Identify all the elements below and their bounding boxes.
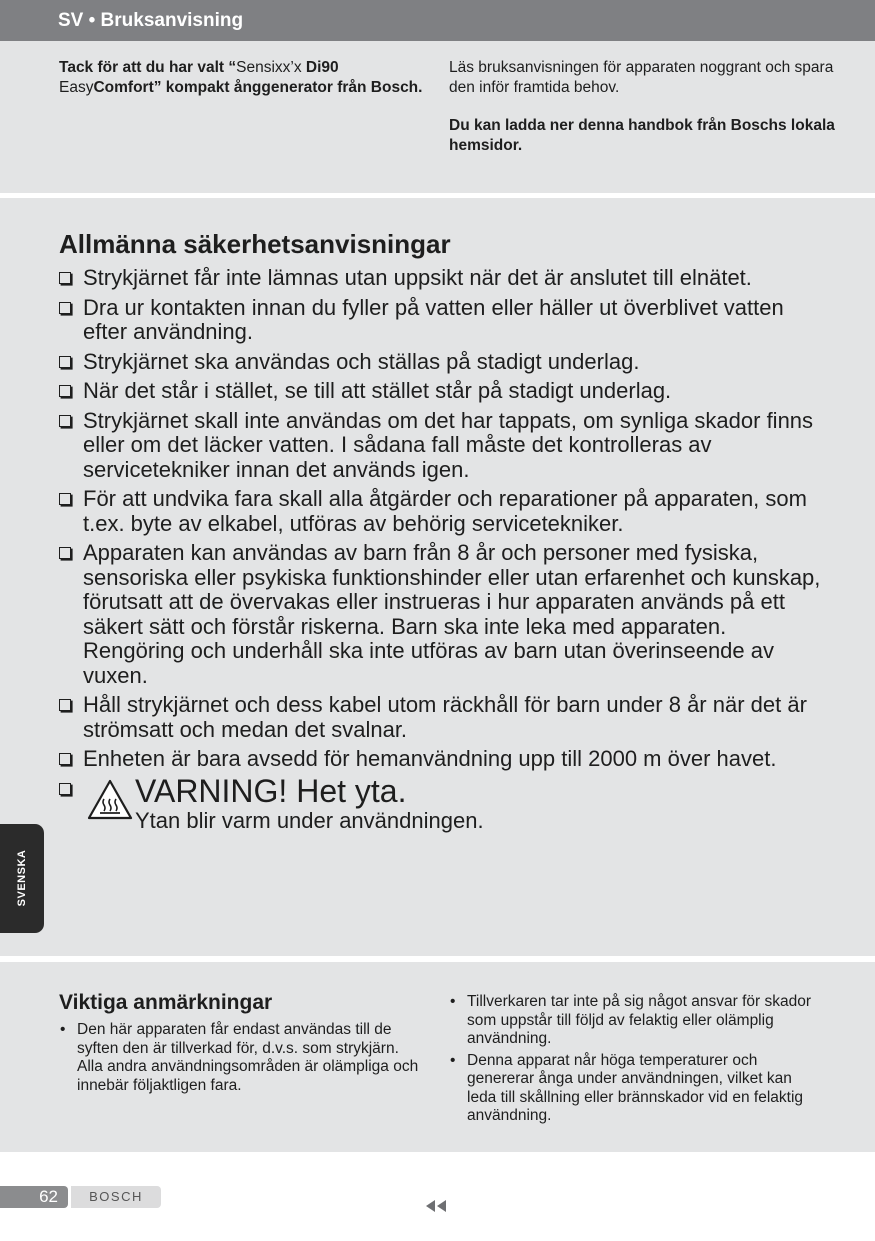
checkbox-bullet-icon <box>59 302 71 314</box>
safety-item-text: Enheten är bara avsedd för hemanvändning upp till 2000 m över havet. <box>83 746 777 771</box>
safety-item-text: Strykjärnet skall inte användas om det har tappats, om synliga skador finns eller om det läcker vatten. I sådana fall måste det kontrolleras av servicetekniker innan det används igen. <box>83 407 814 482</box>
checkbox-bullet-icon <box>59 493 71 505</box>
header-title: SV • Bruksanvisning <box>58 10 244 31</box>
safety-item <box>59 266 824 291</box>
hot-surface-warning-icon <box>87 779 133 821</box>
intro-brand-text: Sensixx’x <box>236 59 306 76</box>
safety-item-text: Strykjärnet ska användas och ställas på stadigt underlag. <box>83 348 640 374</box>
safety-item <box>59 379 824 404</box>
safety-item-text: Strykjärnet får inte lämnas utan uppsikt när det är anslutet till elnätet. <box>83 265 752 290</box>
checkbox-bullet-icon <box>59 547 71 559</box>
checkbox-bullet-icon <box>59 385 71 397</box>
intro-product-text: Comfort” kompakt ånggenerator från Bosch. <box>93 79 423 96</box>
intro-download-note: Du kan ladda ner denna handbok från Boschs lokala hemsidor. <box>449 117 835 154</box>
hot-surface-warning <box>59 772 824 833</box>
language-tab <box>0 824 44 933</box>
notes-item: • Tillverkaren tar inte på sig något ansvar för skador som uppstår till följd av felaktig eller olämplig användning. <box>449 993 819 1049</box>
safety-item-text: För att undvika fara skall alla åtgärder och reparationer på apparaten, som t.ex. byte av elkabel, utföras av behörig servicetekniker. <box>83 486 807 536</box>
safety-item <box>59 541 824 688</box>
notes-title: Viktiga anmärkningar <box>59 991 273 1014</box>
notes-item: • Den här apparaten får endast användas till de syften den är tillverkad för, d.v.s. som strykjärn. Alla andra användningsområden är olämpliga och innebär följaktligen fara. <box>59 1021 421 1095</box>
double-left-arrow-icon[interactable] <box>424 1199 452 1213</box>
checkbox-bullet-icon <box>59 783 71 795</box>
intro-panel <box>0 41 875 193</box>
safety-item <box>59 296 824 345</box>
safety-item <box>59 409 824 483</box>
intro-model-text: Di90 <box>305 59 339 76</box>
safety-item-text: När det står i stället, se till att stället står på stadigt underlag. <box>83 378 672 403</box>
safety-item-text: Håll strykjärnet och dess kabel utom räckhåll för barn under 8 år när det är strömsatt och medan det svalnar. <box>83 692 807 742</box>
safety-item <box>59 693 824 742</box>
safety-item <box>59 747 824 772</box>
checkbox-bullet-icon <box>59 753 71 765</box>
notes-left-list <box>59 1021 421 1098</box>
safety-title: Allmänna säkerhetsanvisningar <box>59 229 451 259</box>
safety-item <box>59 487 824 536</box>
intro-right-column <box>449 58 839 156</box>
safety-panel <box>0 198 875 956</box>
brand-label: BOSCH <box>71 1186 161 1208</box>
intro-read-instructions: Läs bruksanvisningen för apparaten noggrant och spara den inför framtida behov. <box>449 59 834 96</box>
intro-thanks-text: Tack för att du har valt “ <box>59 59 237 76</box>
checkbox-bullet-icon <box>59 415 71 427</box>
warning-title: VARNING! Het yta. <box>135 772 407 809</box>
safety-list <box>59 266 824 838</box>
notes-item: • Denna apparat når höga temperaturer och genererar ånga under användningen, vilket kan leda till skållning eller brännskador vid en felaktig användning. <box>449 1052 819 1126</box>
intro-left-column <box>59 58 431 98</box>
page-header <box>0 0 875 41</box>
safety-item <box>59 350 824 375</box>
intro-easy-text: Easy <box>59 79 94 96</box>
notes-panel <box>0 962 875 1152</box>
checkbox-bullet-icon <box>59 356 71 368</box>
safety-item-text: Apparaten kan användas av barn från 8 år och personer med fysiska, sensoriska eller psykiska funktionshinder eller utan erfarenhet och kunskap, förutsatt att de övervakas eller instrueras i hur apparaten används på ett säkert sätt och förstår riskerna. Barn ska inte leka med apparaten. Rengöring och underhåll ska inte utföras av barn utan överinseende av vuxen. <box>83 540 821 688</box>
page-number: 62 <box>0 1186 68 1208</box>
checkbox-bullet-icon <box>59 699 71 711</box>
warning-text: Ytan blir varm under användningen. <box>135 807 484 833</box>
notes-right-list <box>449 993 819 1129</box>
safety-item-text: Dra ur kontakten innan du fyller på vatten eller häller ut överblivet vatten efter användning. <box>83 294 784 344</box>
language-tab-label: SVENSKA <box>16 849 28 907</box>
checkbox-bullet-icon <box>59 272 71 284</box>
